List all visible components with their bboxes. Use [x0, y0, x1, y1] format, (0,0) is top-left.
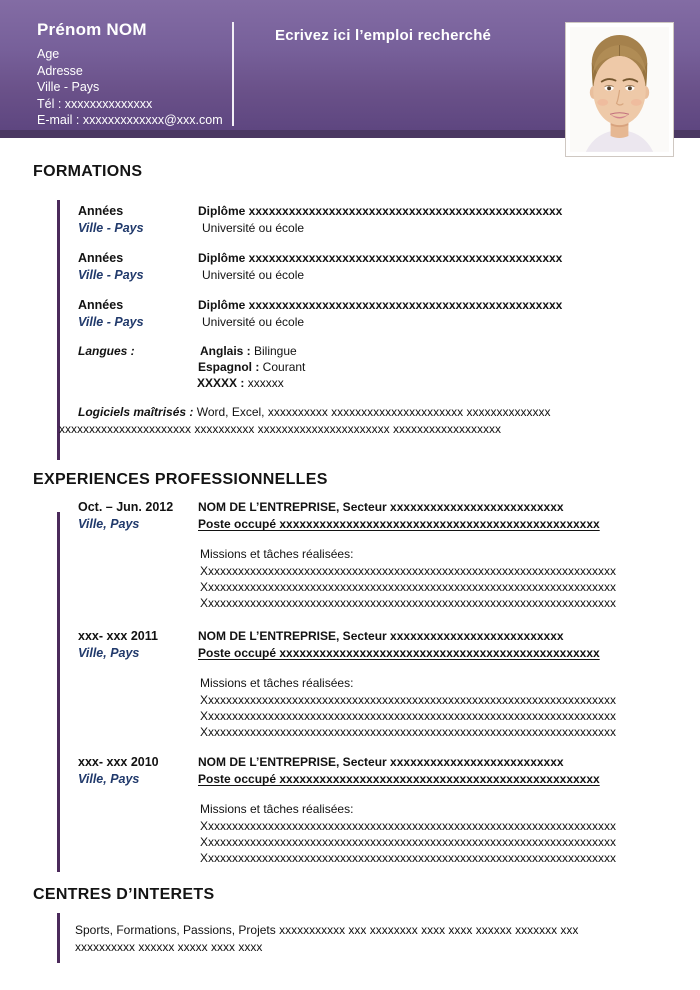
missions-label: Missions et tâches réalisées:: [200, 676, 354, 690]
experience-company: NOM DE L’ENTREPRISE, Secteur xxxxxxxxxxxxxxxxxxxxxxxxxx: [198, 629, 564, 643]
experience-period: xxx- xxx 2010: [78, 755, 159, 769]
mission-line: Xxxxxxxxxxxxxxxxxxxxxxxxxxxxxxxxxxxxxxxxxxxxxxxxxxxxxxxxxxxxxxxxxxxxx: [200, 596, 617, 610]
language-name: XXXXX :: [197, 376, 245, 390]
formation-school: Université ou école: [202, 268, 305, 282]
experiences-rule: [57, 512, 60, 872]
language-item: [197, 376, 284, 390]
mission-line: Xxxxxxxxxxxxxxxxxxxxxxxxxxxxxxxxxxxxxxxxxxxxxxxxxxxxxxxxxxxxxxxxxxxxx: [200, 835, 617, 849]
experience-place: Ville, Pays: [78, 517, 140, 531]
experience-position: Poste occupé xxxxxxxxxxxxxxxxxxxxxxxxxxxxxxxxxxxxxxxxxxxxxxxx: [198, 517, 600, 531]
missions-label: Missions et tâches réalisées:: [200, 802, 354, 816]
portrait-photo-illustration: [570, 27, 669, 152]
formation-place: Ville - Pays: [78, 268, 144, 282]
experience-period: Oct. – Jun. 2012: [78, 500, 174, 514]
mission-line: Xxxxxxxxxxxxxxxxxxxxxxxxxxxxxxxxxxxxxxxxxxxxxxxxxxxxxxxxxxxxxxxxxxxxx: [200, 564, 617, 578]
formation-period: Années: [78, 204, 124, 218]
language-level: Bilingue: [250, 344, 297, 358]
software-text: Word, Excel, xxxxxxxxxx xxxxxxxxxxxxxxxxxxxxxx xxxxxxxxxxxxxx xxxxxxxxxxxxxxxxxxxxxx xxxxxxxxxx xxxxxxxxxxxxxxxxxxxxxx xxxxxxxxxxxxxxxxxx: [59, 405, 551, 436]
formation-degree: Diplôme xxxxxxxxxxxxxxxxxxxxxxxxxxxxxxxxxxxxxxxxxxxxxxx: [198, 251, 563, 265]
mission-line: Xxxxxxxxxxxxxxxxxxxxxxxxxxxxxxxxxxxxxxxxxxxxxxxxxxxxxxxxxxxxxxxxxxxxx: [200, 580, 617, 594]
identity-block: [37, 20, 223, 129]
language-level: Courant: [259, 360, 306, 374]
portrait-photo: [565, 22, 674, 157]
contact-lines: [37, 46, 223, 129]
mission-line: Xxxxxxxxxxxxxxxxxxxxxxxxxxxxxxxxxxxxxxxxxxxxxxxxxxxxxxxxxxxxxxxxxxxxx: [200, 725, 617, 739]
formation-place: Ville - Pays: [78, 221, 144, 235]
mission-line: Xxxxxxxxxxxxxxxxxxxxxxxxxxxxxxxxxxxxxxxxxxxxxxxxxxxxxxxxxxxxxxxxxxxxx: [200, 819, 617, 833]
experience-company: NOM DE L’ENTREPRISE, Secteur xxxxxxxxxxxxxxxxxxxxxxxxxx: [198, 755, 564, 769]
interests-rule: [57, 913, 60, 963]
formations-title: FORMATIONS: [33, 163, 143, 180]
software-paragraph: [59, 404, 647, 438]
job-title: Ecrivez ici l’emploi recherché: [275, 27, 492, 44]
contact-email: E-mail : xxxxxxxxxxxxx@xxx.com: [37, 113, 223, 127]
formation-school: Université ou école: [202, 315, 305, 329]
experience-company: NOM DE L’ENTREPRISE, Secteur xxxxxxxxxxxxxxxxxxxxxxxxxx: [198, 500, 564, 514]
software-label: Logiciels maîtrisés :: [78, 405, 197, 419]
formation-period: Années: [78, 251, 124, 265]
contact-age: Age: [37, 47, 60, 61]
interests-title: CENTRES D’INTERETS: [33, 886, 215, 903]
experience-place: Ville, Pays: [78, 646, 140, 660]
formation-place: Ville - Pays: [78, 315, 144, 329]
experience-period: xxx- xxx 2011: [78, 629, 158, 643]
mission-line: Xxxxxxxxxxxxxxxxxxxxxxxxxxxxxxxxxxxxxxxxxxxxxxxxxxxxxxxxxxxxxxxxxxxxx: [200, 709, 617, 723]
language-name: Anglais :: [200, 344, 251, 358]
formation-school: Université ou école: [202, 221, 305, 235]
mission-line: Xxxxxxxxxxxxxxxxxxxxxxxxxxxxxxxxxxxxxxxxxxxxxxxxxxxxxxxxxxxxxxxxxxxxx: [200, 693, 617, 707]
candidate-name: Prénom NOM: [37, 20, 147, 39]
formation-period: Années: [78, 298, 124, 312]
experience-position: Poste occupé xxxxxxxxxxxxxxxxxxxxxxxxxxxxxxxxxxxxxxxxxxxxxxxx: [198, 772, 600, 786]
experience-position: Poste occupé xxxxxxxxxxxxxxxxxxxxxxxxxxxxxxxxxxxxxxxxxxxxxxxx: [198, 646, 600, 660]
language-name: Espagnol :: [198, 360, 260, 374]
language-level: xxxxxx: [244, 376, 284, 390]
contact-address: Adresse: [37, 63, 83, 78]
contact-city-country: Ville - Pays: [37, 80, 100, 94]
experiences-title: EXPERIENCES PROFESSIONNELLES: [33, 471, 328, 488]
header-divider: [232, 22, 234, 126]
language-item: [200, 344, 297, 358]
formation-degree: Diplôme xxxxxxxxxxxxxxxxxxxxxxxxxxxxxxxxxxxxxxxxxxxxxxx: [198, 204, 563, 218]
contact-phone: Tél : xxxxxxxxxxxxxx: [37, 96, 153, 111]
languages-label: Langues :: [78, 344, 135, 358]
experience-place: Ville, Pays: [78, 772, 140, 786]
mission-line: Xxxxxxxxxxxxxxxxxxxxxxxxxxxxxxxxxxxxxxxxxxxxxxxxxxxxxxxxxxxxxxxxxxxxx: [200, 851, 617, 865]
language-item: [198, 360, 305, 374]
interests-paragraph: Sports, Formations, Passions, Projets xxxxxxxxxxx xxx xxxxxxxx xxxx xxxx xxxxxx xxxxxxx xxx xxxxxxxxxx xxxxxx xxxxx xxxx xxxx: [75, 923, 579, 954]
missions-label: Missions et tâches réalisées:: [200, 547, 354, 561]
formation-degree: Diplôme xxxxxxxxxxxxxxxxxxxxxxxxxxxxxxxxxxxxxxxxxxxxxxx: [198, 298, 563, 312]
